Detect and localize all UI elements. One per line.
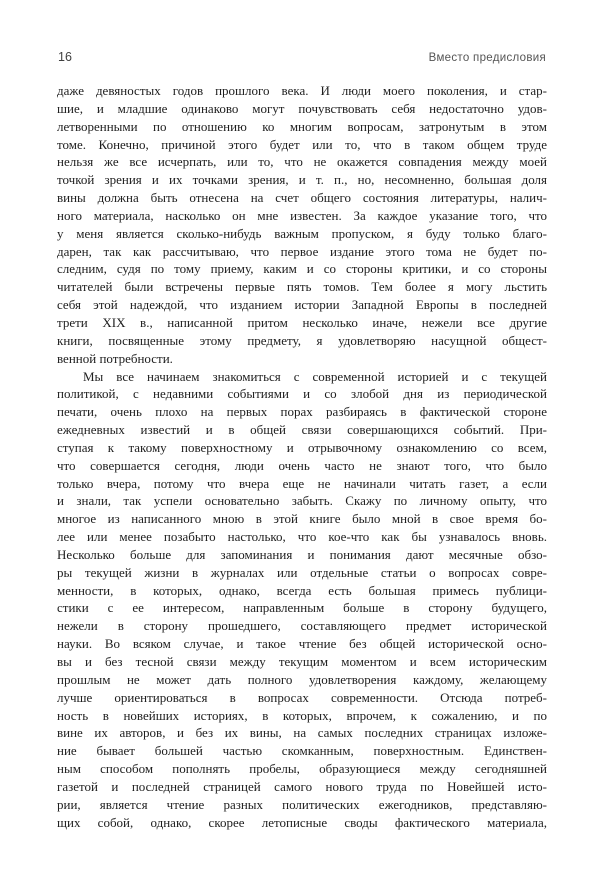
text-line: книги, посвященные этому предмету, я удовлетворяю насущной общест- — [57, 332, 547, 348]
text-line: нежели в сторону прошедшего, составляющего предмет исторической — [57, 618, 547, 634]
text-line: науки. Во всяком случае, и такое чтение без общей исторической осно- — [57, 636, 547, 652]
page-number: 16 — [58, 50, 72, 64]
text-line: менности, в которых, однако, всегда есть большая примесь публици- — [57, 582, 547, 598]
page-header — [58, 50, 546, 64]
text-line: трети XIX в., написанной притом несколько иначе, нежели все другие — [57, 314, 547, 330]
text-line: Мы все начинаем знакомиться с современной историей и с текущей — [83, 368, 547, 384]
text-line: лее или менее позабыто настолько, что кое-что как бы узнавалось вновь. — [57, 529, 547, 545]
text-line: многое из написанного мною в этой книге было мной в свое время бо- — [57, 511, 547, 527]
text-line: ежедневных известий и в общей связи совершающихся событий. При- — [57, 422, 547, 438]
text-line: Несколько больше для запоминания и понимания дают месячные обзо- — [57, 546, 547, 562]
text-line: что совершается сегодня, люди очень часто не знают того, что было — [57, 457, 547, 473]
paragraph — [57, 82, 547, 368]
text-line: печати, очень плохо на первых порах разбираясь в фактической стороне — [57, 404, 547, 420]
text-line: стики с ее интересом, направленным больше в сторону будущего, — [57, 600, 547, 616]
text-line: у меня является сколько-нибудь важным пропуском, я буду только благо- — [57, 225, 547, 241]
text-line: нельзя же все исчерпать, или то, что не окажется совпадения между моей — [57, 154, 547, 170]
text-line: вины должна быть отнесена на счет общего состояния литературы, налич- — [57, 190, 547, 206]
text-line: даже девяностых годов прошлого века. И люди моего поколения, и стар- — [57, 83, 547, 98]
text-line: читателей были встречены первые пять томов. Тем более я могу льстить — [57, 279, 547, 295]
text-line: ступая к такому поверхностному и отрывочному ознакомлению со всем, — [57, 439, 547, 455]
text-line: себя этой надеждой, что изданием истории Западной Европы в последней — [57, 297, 547, 313]
text-line: ным способом пополнять пробелы, образующиеся между сегодняшней — [57, 761, 547, 777]
text-line: томе. Конечно, причиной этого будет или то, что в таком общем труде — [57, 136, 547, 152]
text-line: рии, является чтение разных политических ежегодников, представляю- — [57, 796, 547, 812]
text-line: ние бывает большей частью скомканным, поверхностным. Единствен- — [57, 743, 547, 759]
paragraph — [57, 368, 547, 832]
text-line: венной потребности. — [57, 350, 173, 366]
running-title: Вместо предисловия — [428, 52, 546, 64]
text-line: точкой зрения и их точками зрения, и т. п., но, несомненно, большая доля — [57, 172, 547, 188]
text-line: вине их авторов, и без их вины, на самых последних страницах изложе- — [57, 725, 547, 741]
text-block — [57, 82, 547, 831]
text-line: газетой и последней страницей самого нового труда по Новейшей исто- — [57, 778, 547, 794]
text-line: политикой, с недавними событиями и со злобой дня из периодической — [57, 386, 547, 402]
text-line: только вчера, потому что вчера еще не начинали читать газет, а если — [57, 475, 547, 491]
text-line: дарен, так как рассчитываю, что первое издание этого тома не будет по- — [57, 243, 547, 259]
text-line: следним, судя по тому приему, каким и со стороны критики, и со стороны — [57, 261, 547, 277]
text-line: прошлым не может дать полного удовлетворения каждому, желающему — [57, 671, 547, 687]
text-line: летворенными по отношению ко многим вопросам, затронутым в этом — [57, 118, 547, 134]
text-line: шие, и младшие одинаково могут почувствовать себя недостаточно удов- — [57, 100, 547, 116]
text-line: ного материала, насколько он мне известен. За каждое указание того, что — [57, 207, 547, 223]
text-line: и знали, так успели основательно забыть. Скажу по личному опыту, что — [57, 493, 547, 509]
text-line: вы и без тесной связи между текущим моментом и всем историческим — [57, 654, 547, 669]
text-line: ры текущей жизни в журналах или отдельные статьи о вопросах совре- — [57, 564, 547, 580]
text-line: лучше ориентироваться в вопросах современности. Отсюда потреб- — [57, 689, 547, 705]
text-line: щих собой, однако, скорее летописные своды фактического материала, — [57, 814, 547, 830]
text-line: ность в новейших историях, в которых, впрочем, к сожалению, и по — [57, 707, 547, 723]
